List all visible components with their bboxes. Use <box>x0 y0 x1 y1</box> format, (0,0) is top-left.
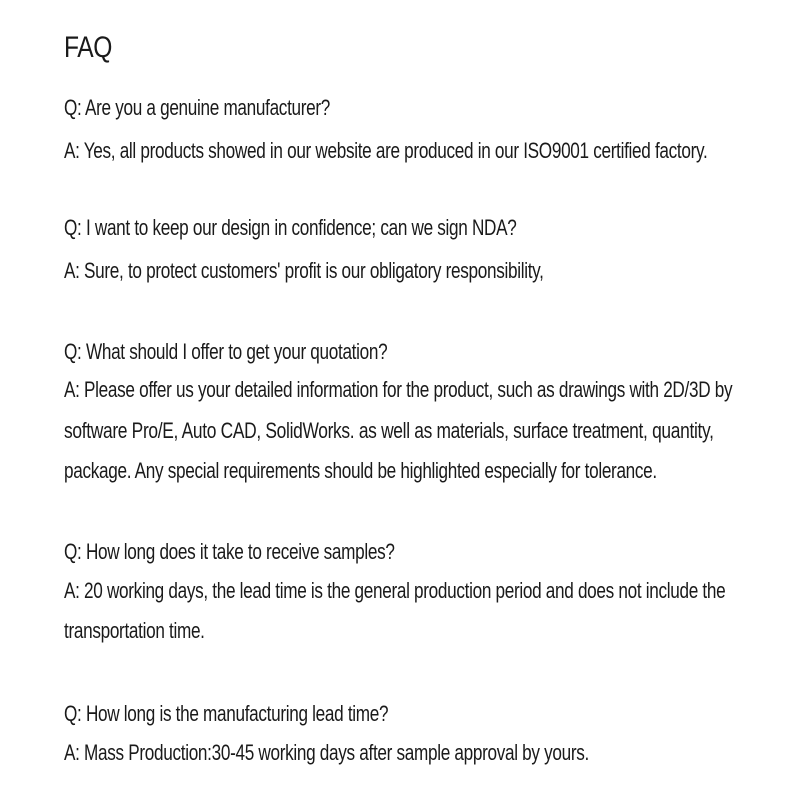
faq-answer-3-line-1: A: Please offer us your detailed information for the product, such as drawings with 2D/3D by <box>64 377 733 402</box>
faq-answer-4-line-1: A: 20 working days, the lead time is the general production period and does not include the <box>64 578 726 603</box>
faq-question-3: Q: What should I offer to get your quotation? <box>64 339 388 364</box>
faq-answer-4-line-2: transportation time. <box>64 618 205 643</box>
faq-question-4: Q: How long does it take to receive samples? <box>64 539 395 564</box>
faq-question-5: Q: How long is the manufacturing lead time? <box>64 701 389 726</box>
faq-answer-3-line-2: software Pro/E, Auto CAD, SolidWorks. as well as materials, surface treatment, quantity, <box>64 418 714 443</box>
faq-answer-3-line-3: package. Any special requirements should be highlighted especially for tolerance. <box>64 458 657 483</box>
faq-answer-1-line-1: A: Yes, all products showed in our website are produced in our ISO9001 certified factory. <box>64 138 708 163</box>
faq-answer-5-line-1: A: Mass Production:30-45 working days after sample approval by yours. <box>64 740 590 765</box>
faq-question-1: Q: Are you a genuine manufacturer? <box>64 95 331 120</box>
faq-question-2: Q: I want to keep our design in confidence; can we sign NDA? <box>64 215 517 240</box>
faq-answer-2-line-1: A: Sure, to protect customers' profit is our obligatory responsibility, <box>64 258 544 283</box>
page-title: FAQ <box>64 31 112 64</box>
